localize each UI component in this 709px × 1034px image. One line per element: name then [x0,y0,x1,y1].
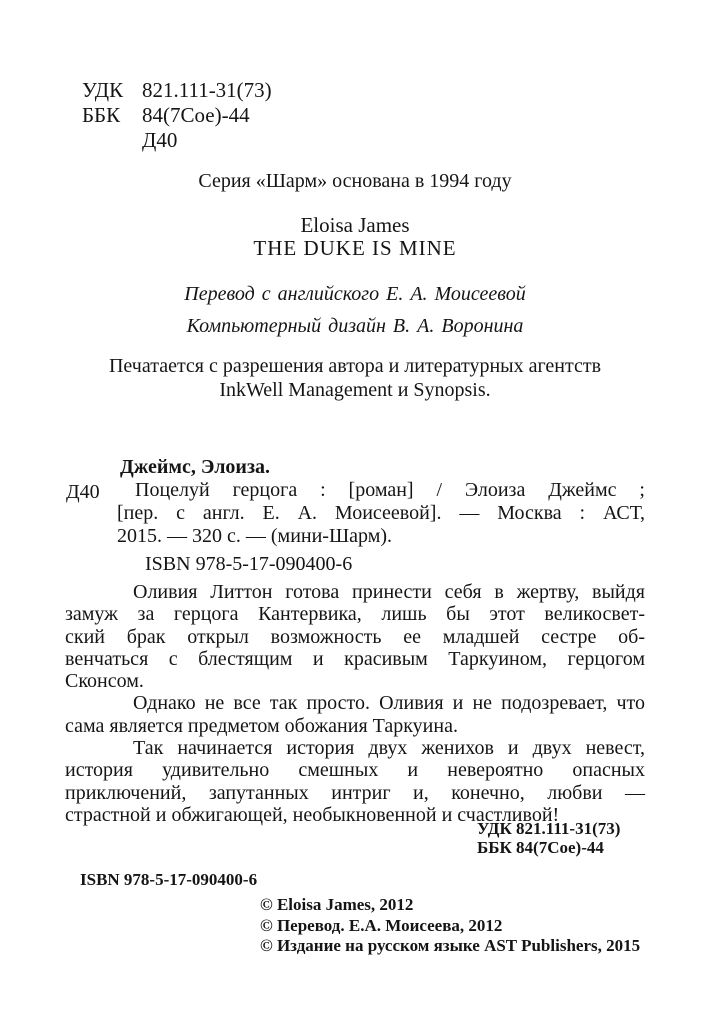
catalog-card [66,456,645,576]
bbk-label: ББК [82,103,121,127]
annotation-line: страстной и обжигающей, необыкновенной и счастливой! [65,803,560,826]
credits-block [65,278,645,342]
copyright-block [260,895,640,957]
copyright-line: © Eloisa James, 2012 [260,895,414,914]
annotation-line: замуж за герцога Кантервика, лишь бы этот великосвет- [65,603,645,626]
permission-line-2: InkWell Management и Synopsis. [219,378,491,401]
series-line: Серия «Шарм» основана в 1994 году [198,170,512,192]
udk-label: УДК [82,78,124,102]
top-classification-codes [82,78,272,153]
annotation-line: Оливия Литтон готова принести себя в жертву, выйдя [133,581,645,603]
annotation-line: приключений, запутанных интриг и, конечно, любви — [65,781,645,804]
annotation-paragraph [65,692,645,737]
card-isbn: ISBN 978-5-17-090400-6 [145,553,353,575]
bottom-bbk: ББК 84(7Сое)-44 [477,838,604,857]
design-credit: Компьютерный дизайн В. А. Воронина [186,315,524,337]
annotation-line: сама является предметом обожания Таркуина. [65,714,458,737]
card-line-3: 2015. — 320 с. — (мини-Шарм). [117,525,393,547]
annotation-paragraph [65,737,645,826]
copyright-line: © Перевод. Е.А. Моисеева, 2012 [260,915,503,935]
annotation-line: история удивительно смешных и невероятно опасных [65,759,645,782]
bottom-classification-codes [477,819,620,857]
permission-notice [65,355,645,402]
original-title: THE DUKE IS MINE [253,236,457,260]
author-code-row [82,128,272,153]
copyright-line: © Издание на русском языке AST Publishers, 2015 [260,936,641,955]
original-author: Eloisa James [300,213,410,237]
card-line-2: [пер. с англ. Е. А. Моисеевой]. — Москва : АСТ, [117,502,645,524]
annotation-line: Сконсом. [65,670,144,693]
bottom-udk: УДК 821.111-31(73) [477,819,621,838]
permission-line-1: Печатается с разрешения автора и литературных агентств [108,355,602,377]
author-code: Д40 [142,128,178,152]
isbn-bottom: ISBN 978-5-17-090400-6 [80,870,258,889]
card-line-1: Поцелуй герцога : [роман] / Элоиза Джеймс ; [135,479,645,501]
translation-credit: Перевод с английского Е. А. Моисеевой [184,283,526,305]
card-author-heading: Джеймс, Элоиза. [120,456,270,478]
original-author-title [65,214,645,260]
annotation-block [65,581,645,826]
annotation-line: ский брак открыл возможность ее младшей сестре об- [65,625,645,648]
udk-code-row [82,78,272,103]
annotation-paragraph [65,581,645,692]
annotation-line: Однако не все так просто. Оливия и не подозревает, что [133,692,645,715]
card-index-code: Д40 [66,481,100,503]
bbk-code-row [82,103,272,128]
bbk-value: 84(7Сое)-44 [142,103,250,127]
annotation-line: венчаться с блестящим и красивым Таркуином, герцогом [65,647,645,670]
udk-value: 821.111-31(73) [142,78,272,102]
annotation-line: Так начинается история двух женихов и двух невест, [133,737,645,760]
